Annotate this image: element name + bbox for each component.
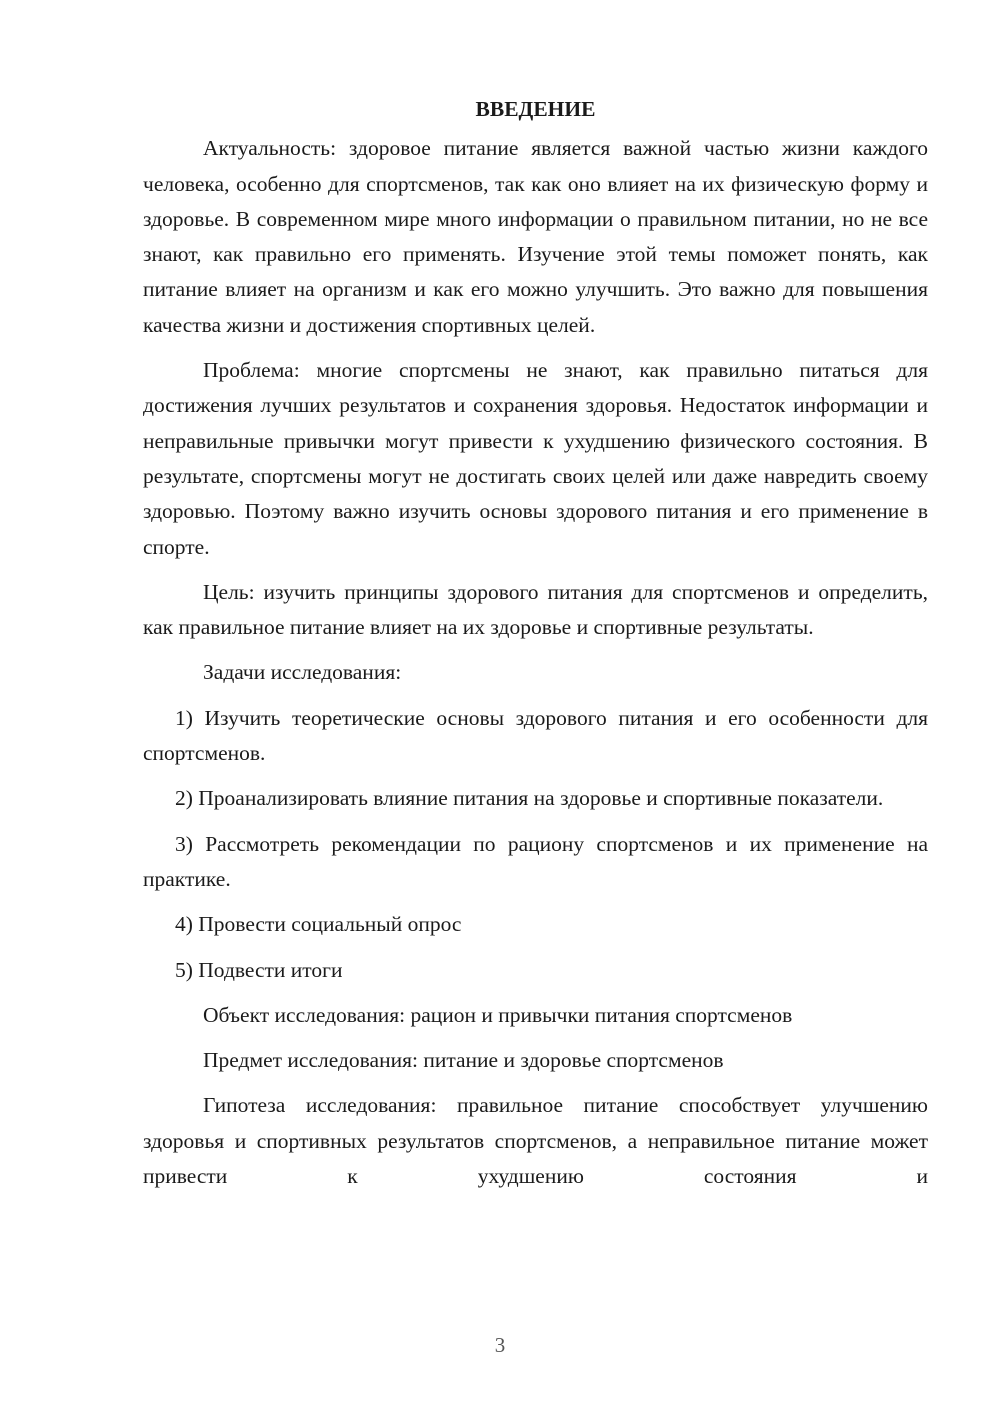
document-body — [143, 92, 928, 1204]
task-item-2: 2) Проанализировать влияние питания на здоровье и спортивные показатели. — [175, 786, 884, 811]
subject-paragraph: Предмет исследования: питание и здоровье спортсменов — [203, 1048, 724, 1073]
page-number: 3 — [494, 1333, 506, 1357]
task-item-5: 5) Подвести итоги — [175, 957, 343, 982]
relevance-paragraph: Актуальность: здоровое питание является важной частью жизни каждого человека, особенно для спортсменов, так как оно влияет на их физическую форму и здоровье. В современном мире много информации о правильном питании, но не все знают, как правильно его применять. Изучение этой темы поможет понять, как питание влияет на организм и как его можно улучшить. Это важно для повышения качества жизни и достижения спортивных целей. — [143, 136, 928, 337]
hypothesis-paragraph: Гипотеза исследования: правильное питание способствует улучшению здоровья и спортивных результатов спортсменов, а неправильное питание может привести к ухудшению состояния и — [143, 1093, 928, 1189]
goal-paragraph: Цель: изучить принципы здорового питания для спортсменов и определить, как правильное питание влияет на их здоровье и спортивные результаты. — [143, 579, 928, 640]
problem-paragraph: Проблема: многие спортсмены не знают, как правильно питаться для достижения лучших результатов и сохранения здоровья. Недостаток информации и неправильные привычки могут привести к ухудшению физического состояния. В результате, спортсмены могут не достигать своих целей или даже навредить своему здоровью. Поэтому важно изучить основы здорового питания и его применение в спорте. — [143, 358, 928, 559]
task-item-3: 3) Рассмотреть рекомендации по рациону спортсменов и их применение на практике. — [143, 831, 928, 891]
tasks-heading: Задачи исследования: — [203, 660, 402, 685]
task-item-1: 1) Изучить теоретические основы здорового питания и его особенности для спортсменов. — [143, 705, 928, 766]
task-item-4: 4) Провести социальный опрос — [175, 912, 462, 937]
object-paragraph: Объект исследования: рацион и привычки питания спортсменов — [203, 1002, 793, 1027]
section-title: ВВЕДЕНИЕ — [475, 97, 596, 121]
